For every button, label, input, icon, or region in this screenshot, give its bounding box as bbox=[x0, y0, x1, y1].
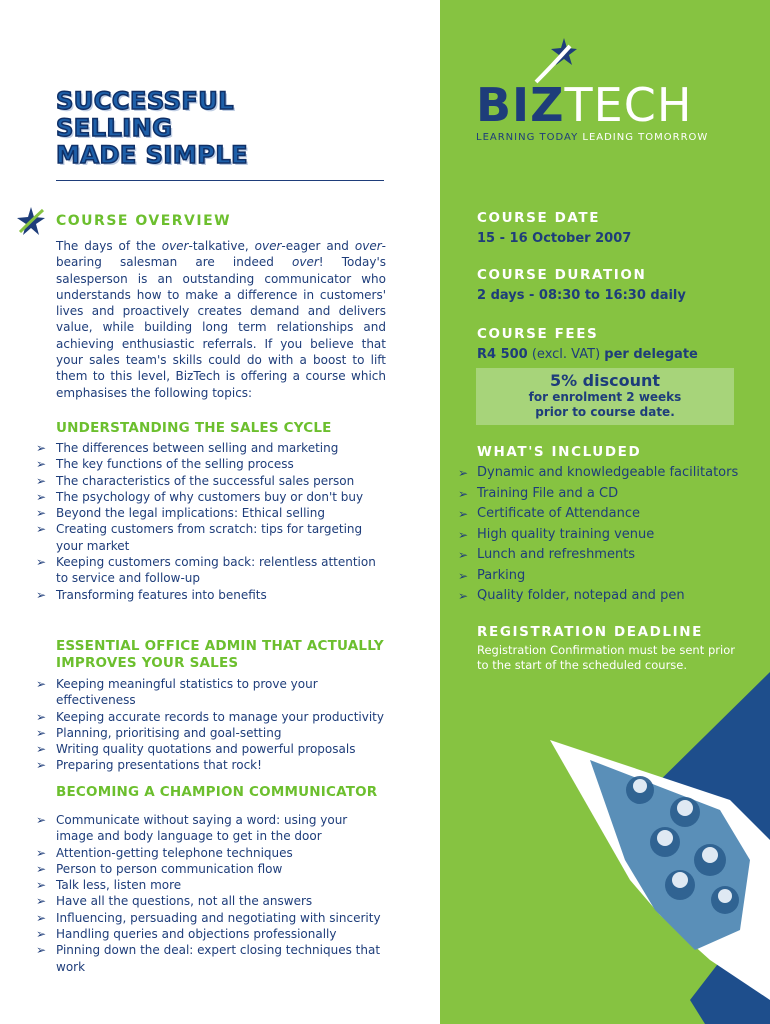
course-fees-value: R4 500 (excl. VAT) per delegate bbox=[477, 347, 698, 362]
page-title bbox=[56, 88, 386, 169]
arrow-bullet-icon: ➢ bbox=[36, 506, 47, 521]
course-overview-text bbox=[56, 238, 386, 401]
registration-deadline-text: Registration Confirmation must be sent prior to the start of the scheduled course. bbox=[477, 643, 735, 672]
list-item: ➢ The key functions of the selling process bbox=[36, 457, 294, 472]
list-item: ➢ Creating customers from scratch: tips for targeting your market bbox=[36, 522, 363, 553]
title-line-1: SUCCESSFUL bbox=[56, 87, 235, 115]
logo-tech: TECH bbox=[564, 78, 693, 132]
arrow-bullet-icon: ➢ bbox=[458, 527, 469, 542]
title-divider bbox=[56, 180, 384, 181]
list-item: ➢ Keeping customers coming back: relentless attention to service and follow-up bbox=[36, 555, 376, 586]
star-swoosh-icon bbox=[16, 206, 46, 236]
list-item: ➢ Communicate without saying a word: using your image and body language to get in the door bbox=[36, 813, 348, 844]
office-admin-list bbox=[36, 676, 388, 774]
arrow-bullet-icon: ➢ bbox=[458, 548, 469, 562]
list-item: ➢ Preparing presentations that rock! bbox=[36, 758, 262, 773]
sales-cycle-list bbox=[36, 440, 388, 603]
communicator-list bbox=[36, 812, 388, 975]
arrow-bullet-icon: ➢ bbox=[36, 725, 47, 740]
intro-text: -talkative, bbox=[188, 239, 255, 253]
arrow-bullet-icon: ➢ bbox=[458, 507, 469, 521]
list-item: ➢ Training File and a CD bbox=[458, 484, 758, 505]
intro-emphasis: over bbox=[354, 239, 382, 253]
list-item: ➢ Keeping meaningful statistics to prove your effectiveness bbox=[36, 677, 318, 708]
intro-emphasis: over bbox=[292, 255, 319, 270]
list-item: ➢ Pinning down the deal: expert closing techniques that work bbox=[36, 943, 381, 974]
list-item: ➢ Person to person communication flow bbox=[36, 861, 283, 876]
list-item: ➢ High quality training venue bbox=[458, 525, 758, 546]
arrow-bullet-icon: ➢ bbox=[36, 742, 47, 757]
arrow-bullet-icon: ➢ bbox=[458, 466, 469, 480]
arrow-bullet-icon: ➢ bbox=[36, 473, 47, 488]
arrow-bullet-icon: ➢ bbox=[458, 568, 469, 583]
intro-text: -bearing salesman are indeed bbox=[56, 239, 386, 270]
section-heading-sales-cycle: UNDERSTANDING THE SALES CYCLE bbox=[56, 420, 332, 436]
list-item: ➢ Influencing, persuading and negotiating with sincerity bbox=[36, 910, 381, 925]
course-duration-value: 2 days - 08:30 to 16:30 daily bbox=[477, 288, 686, 303]
arrow-bullet-icon: ➢ bbox=[36, 910, 47, 925]
whats-included-list bbox=[458, 463, 758, 607]
logo-biz: BIZ bbox=[476, 78, 565, 132]
section-heading-communicator: BECOMING A CHAMPION COMMUNICATOR bbox=[56, 784, 378, 800]
registration-deadline-heading: REGISTRATION DEADLINE bbox=[477, 624, 703, 640]
title-line-3: MADE SIMPLE bbox=[56, 141, 249, 169]
intro-text: ! Today's salesperson is an outstanding communicator who understands how to make a difference in customers' lives and proactively creates demand and delivers value, while building long term relationships and achieving enthusiastic referrals. If you believe that your sales team's skills could do with a boost to lift them to this level, BizTech is offering a course which emphasises the following topics: bbox=[56, 255, 386, 400]
discount-line-1: for enrolment 2 weeks bbox=[528, 390, 682, 404]
arrow-bullet-icon: ➢ bbox=[458, 589, 469, 603]
arrow-bullet-icon: ➢ bbox=[36, 587, 47, 602]
arrow-bullet-icon: ➢ bbox=[36, 489, 47, 504]
list-item: ➢ The characteristics of the successful sales person bbox=[36, 473, 355, 488]
list-item: ➢ The psychology of why customers buy or don't buy bbox=[36, 489, 364, 504]
list-item: ➢ Have all the questions, not all the answers bbox=[36, 894, 313, 909]
arrow-bullet-icon: ➢ bbox=[36, 555, 47, 570]
intro-emphasis: over bbox=[254, 239, 282, 253]
list-item: ➢ Writing quality quotations and powerful proposals bbox=[36, 742, 356, 757]
list-item: ➢ Transforming features into benefits bbox=[36, 587, 267, 602]
logo-tagline: LEARNING TODAY LEADING TOMORROW bbox=[476, 132, 709, 143]
right-column bbox=[440, 0, 770, 1024]
discount-line-2: prior to course date. bbox=[535, 405, 675, 419]
course-overview-heading: COURSE OVERVIEW bbox=[56, 213, 232, 229]
intro-text: -eager and bbox=[281, 239, 355, 253]
list-item: ➢ Lunch and refreshments bbox=[458, 545, 758, 566]
list-item: ➢ Keeping accurate records to manage your productivity bbox=[36, 709, 384, 724]
biztech-logo bbox=[476, 36, 746, 146]
list-item: ➢ Attention-getting telephone techniques bbox=[36, 845, 293, 860]
arrow-bullet-icon: ➢ bbox=[36, 845, 47, 860]
list-item: ➢ Quality folder, notepad and pen bbox=[458, 586, 758, 607]
logo-wordmark bbox=[476, 78, 693, 132]
list-item: ➢ Handling queries and objections professionally bbox=[36, 927, 337, 942]
arrow-bullet-icon: ➢ bbox=[458, 486, 469, 501]
list-item: ➢ Planning, prioritising and goal-setting bbox=[36, 725, 282, 740]
course-date-value: 15 - 16 October 2007 bbox=[477, 231, 632, 246]
star-swoosh-icon bbox=[534, 36, 578, 84]
list-item: ➢ Beyond the legal implications: Ethical selling bbox=[36, 506, 325, 521]
course-date-heading: COURSE DATE bbox=[477, 210, 601, 226]
list-item: ➢ Dynamic and knowledgeable facilitators bbox=[458, 463, 758, 484]
whats-included-heading: WHAT'S INCLUDED bbox=[477, 444, 642, 460]
list-item: ➢ Parking bbox=[458, 566, 758, 587]
arrow-bullet-icon: ➢ bbox=[36, 894, 47, 909]
discount-box bbox=[476, 368, 734, 425]
list-item: ➢ Talk less, listen more bbox=[36, 878, 182, 893]
arrow-bullet-icon: ➢ bbox=[36, 813, 47, 827]
section-heading-office-admin: ESSENTIAL OFFICE ADMIN THAT ACTUALLY IMPROVES YOUR SALES bbox=[56, 638, 384, 671]
title-line-2: SELLING bbox=[56, 114, 173, 142]
intro-emphasis: over bbox=[161, 239, 189, 253]
intro-text: The days of the bbox=[56, 239, 162, 253]
arrow-bullet-icon: ➢ bbox=[36, 758, 47, 773]
arrow-bullet-icon: ➢ bbox=[36, 709, 47, 724]
arrow-bullet-icon: ➢ bbox=[36, 861, 47, 876]
arrow-bullet-icon: ➢ bbox=[36, 522, 47, 537]
arrow-bullet-icon: ➢ bbox=[36, 878, 47, 893]
course-duration-heading: COURSE DURATION bbox=[477, 267, 647, 283]
discount-headline: 5% discount bbox=[549, 371, 661, 390]
arrow-bullet-icon: ➢ bbox=[36, 441, 47, 455]
course-fees-heading: COURSE FEES bbox=[477, 326, 599, 342]
arrow-bullet-icon: ➢ bbox=[36, 677, 47, 691]
arrow-bullet-icon: ➢ bbox=[36, 927, 47, 942]
list-item: ➢ The differences between selling and marketing bbox=[36, 441, 339, 455]
arrow-bullet-icon: ➢ bbox=[36, 457, 47, 472]
arrow-bullet-icon: ➢ bbox=[36, 943, 47, 958]
list-item: ➢ Certificate of Attendance bbox=[458, 504, 758, 525]
